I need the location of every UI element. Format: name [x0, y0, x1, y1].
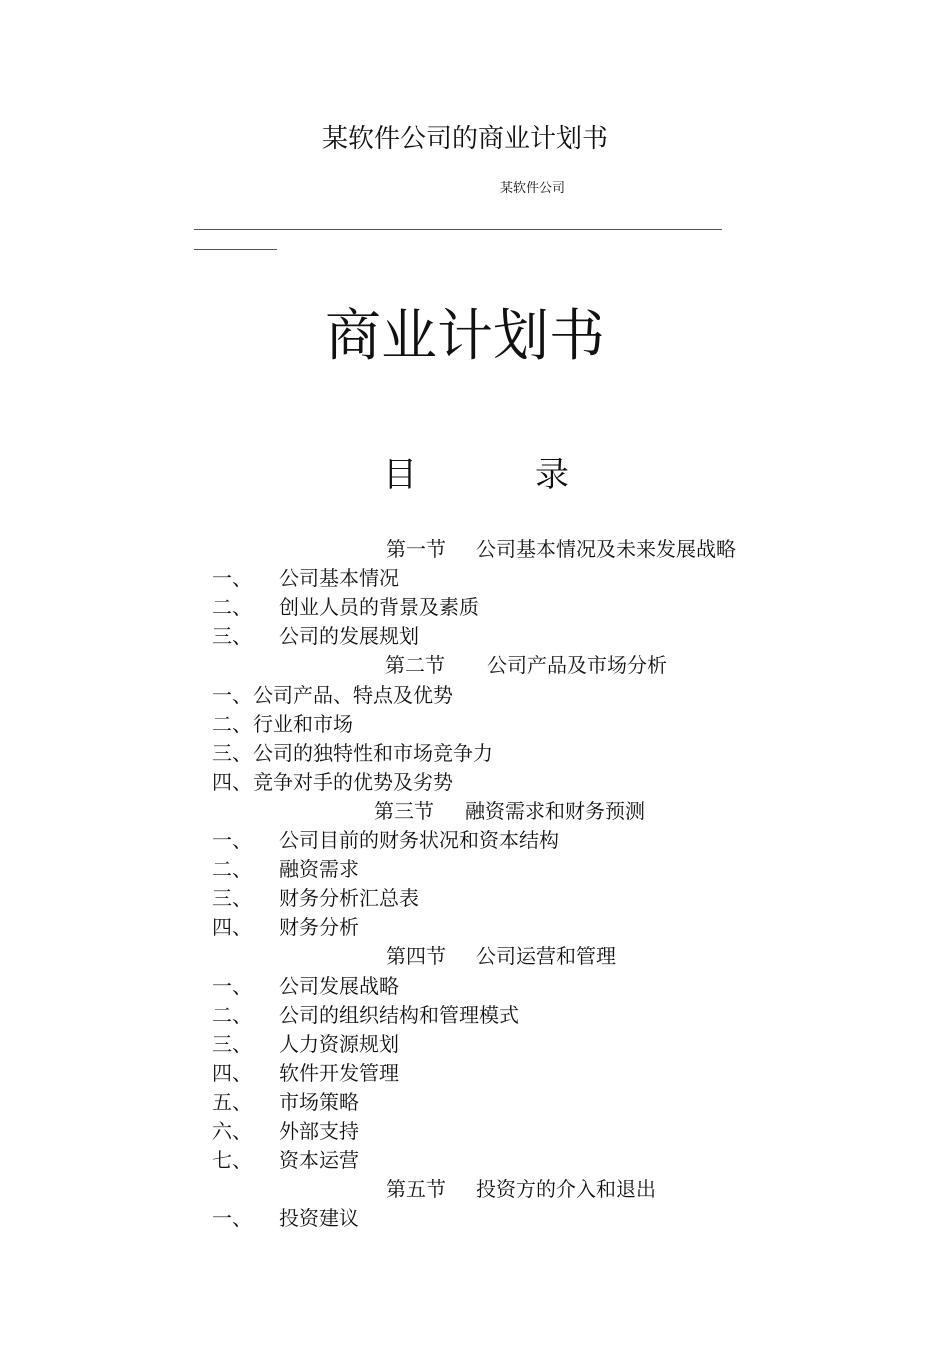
toc-number: 七、 [212, 1148, 252, 1172]
toc-number: 四、 [212, 1061, 252, 1085]
toc-item [0, 884, 930, 913]
separator-line [194, 229, 722, 230]
toc-item [0, 564, 930, 593]
toc-item [0, 681, 930, 710]
toc-item [0, 1030, 930, 1059]
toc-number: 二、 [212, 595, 252, 619]
toc-item [0, 1088, 930, 1117]
toc-text: 竞争对手的优势及劣势 [253, 770, 453, 794]
toc-item [0, 593, 930, 622]
toc-heading [383, 447, 569, 496]
toc-text: 公司的独特性和市场竞争力 [253, 741, 493, 765]
toc-item [0, 855, 930, 884]
toc-section [0, 651, 930, 680]
toc-number: 一、 [212, 974, 252, 998]
toc-item [0, 768, 930, 797]
toc-number: 四、 [212, 770, 252, 794]
toc-number: 二、 [212, 1003, 252, 1027]
document-title: 某软件公司的商业计划书 [321, 124, 608, 154]
toc-number: 第四节 [386, 944, 446, 968]
toc-number: 第五节 [386, 1177, 446, 1201]
toc-text: 公司的发展规划 [279, 624, 419, 648]
toc-text: 资本运营 [279, 1148, 359, 1172]
company-name: 某软件公司 [500, 181, 566, 196]
toc-text: 融资需求和财务预测 [465, 799, 645, 823]
toc-item [0, 826, 930, 855]
toc-number: 一、 [212, 683, 252, 707]
toc-text: 公司运营和管理 [476, 944, 616, 968]
toc-heading-char-1: 目 [383, 455, 417, 495]
toc-text: 融资需求 [279, 857, 359, 881]
toc-text: 财务分析 [279, 915, 359, 939]
toc-text: 软件开发管理 [279, 1061, 399, 1085]
toc-heading-char-2: 录 [535, 455, 569, 495]
toc-number: 三、 [212, 886, 252, 910]
toc-section [0, 535, 930, 564]
main-title: 商业计划书 [325, 304, 605, 369]
toc-number: 二、 [212, 712, 252, 736]
toc-section [0, 942, 930, 971]
toc-number: 三、 [212, 741, 252, 765]
toc-item [0, 622, 930, 651]
toc-number: 一、 [212, 1206, 252, 1230]
toc-item [0, 1001, 930, 1030]
toc-number: 第二节 [385, 653, 445, 677]
toc-text: 公司发展战略 [279, 974, 399, 998]
toc-text: 公司基本情况 [279, 566, 399, 590]
toc-text: 公司的组织结构和管理模式 [279, 1003, 519, 1027]
separator-line-short [194, 249, 277, 250]
toc-number: 三、 [212, 1032, 252, 1056]
toc-section [0, 797, 930, 826]
toc-section [0, 1175, 930, 1204]
toc-item [0, 972, 930, 1001]
toc-item [0, 1204, 930, 1233]
toc-text: 公司产品及市场分析 [487, 653, 667, 677]
toc-text: 创业人员的背景及素质 [279, 595, 479, 619]
toc-text: 公司目前的财务状况和资本结构 [279, 828, 559, 852]
toc-text: 投资建议 [279, 1206, 359, 1230]
toc-item [0, 913, 930, 942]
toc-number: 一、 [212, 566, 252, 590]
toc-number: 五、 [212, 1090, 252, 1114]
toc-number: 四、 [212, 915, 252, 939]
toc-number: 第一节 [386, 537, 446, 561]
toc-item [0, 1059, 930, 1088]
toc-text: 人力资源规划 [279, 1032, 399, 1056]
toc-number: 三、 [212, 624, 252, 648]
toc-text: 公司基本情况及未来发展战略 [476, 537, 736, 561]
toc-number: 二、 [212, 857, 252, 881]
toc-text: 投资方的介入和退出 [476, 1177, 656, 1201]
toc-number: 第三节 [374, 799, 434, 823]
toc-number: 一、 [212, 828, 252, 852]
toc-number: 六、 [212, 1119, 252, 1143]
toc-text: 财务分析汇总表 [279, 886, 419, 910]
toc-item [0, 1117, 930, 1146]
toc-text: 行业和市场 [253, 712, 353, 736]
toc-text: 公司产品、特点及优势 [253, 683, 453, 707]
toc-item [0, 739, 930, 768]
toc-text: 市场策略 [279, 1090, 359, 1114]
toc-item [0, 710, 930, 739]
toc-item [0, 1146, 930, 1175]
toc-text: 外部支持 [279, 1119, 359, 1143]
